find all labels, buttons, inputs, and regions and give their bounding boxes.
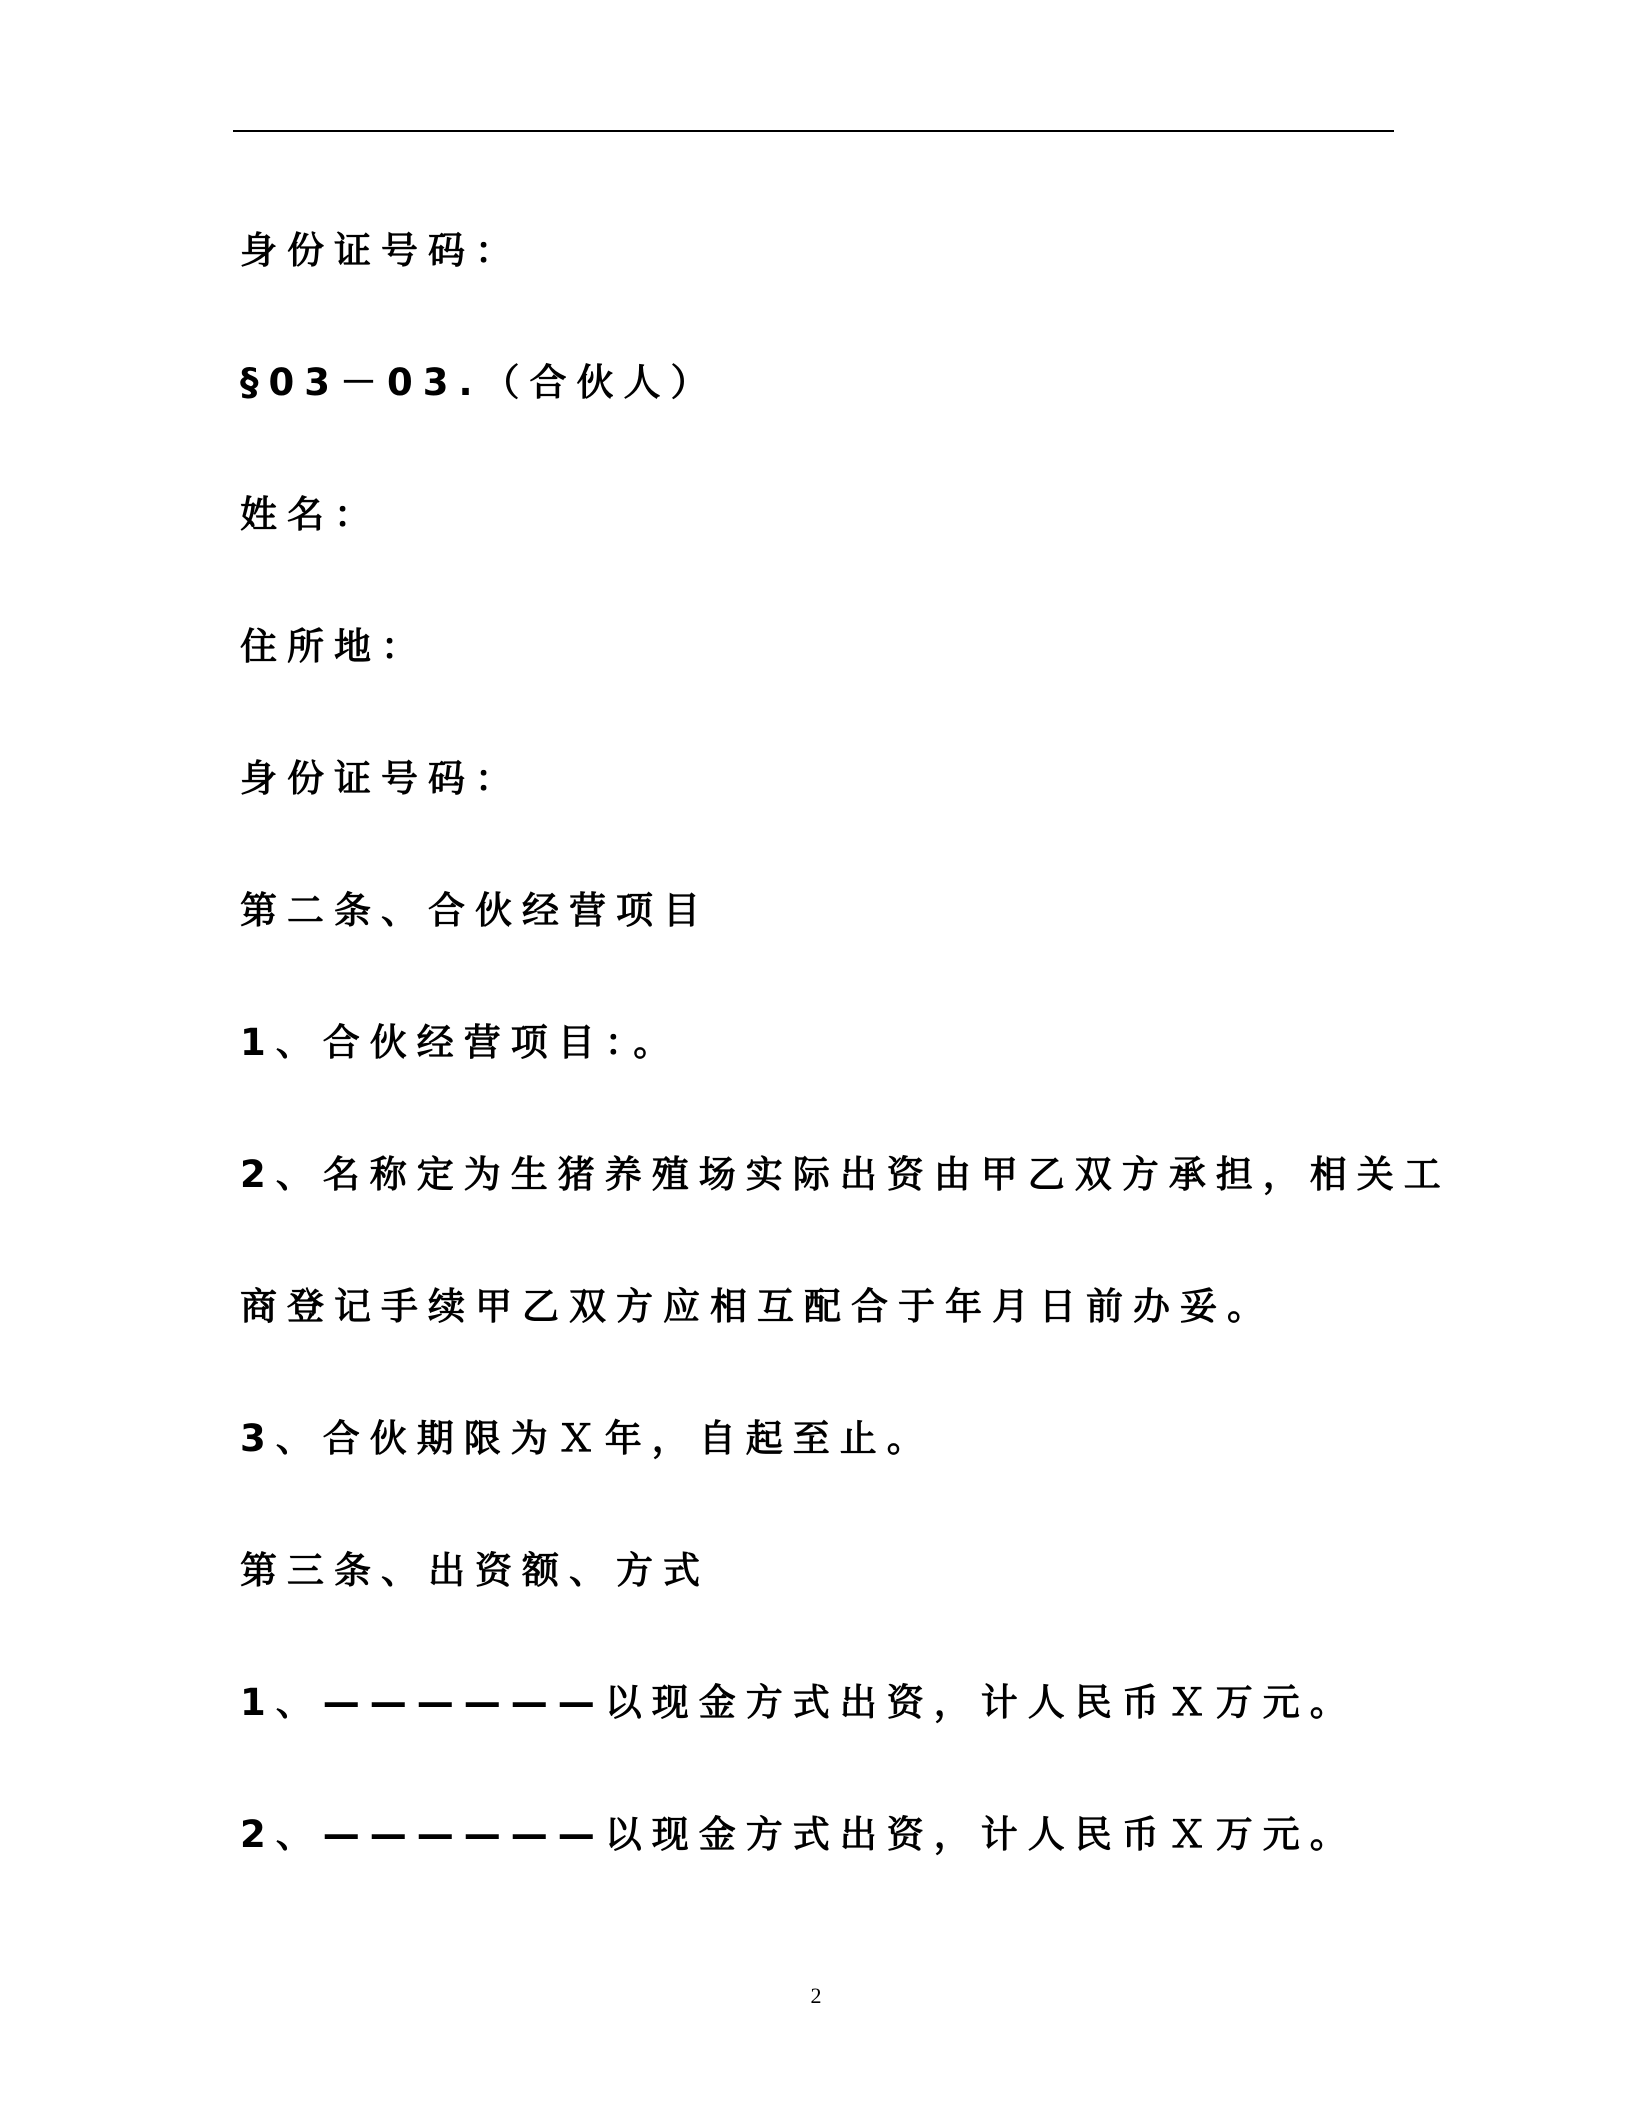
residence-label: 住所地： xyxy=(240,625,428,668)
article-3-heading: 第三条、出资额、方式 xyxy=(240,1549,710,1592)
article-2-heading: 第二条、合伙经营项目 xyxy=(240,889,710,932)
article-2-item-2-line-1: 2、名称定为生猪养殖场实际出资由甲乙双方承担，相关工 xyxy=(240,1153,1451,1196)
article-3-item-1: 1、——————以现金方式出资，计人民币Ｘ万元。 xyxy=(240,1681,1357,1724)
article-2-item-3: 3、合伙期限为Ｘ年，自起至止。 xyxy=(240,1417,934,1460)
section-heading-partner: §03－03.（合伙人） xyxy=(240,361,718,404)
id-number-label-2: 身份证号码： xyxy=(240,757,522,800)
id-number-label-1: 身份证号码： xyxy=(240,229,522,272)
page-number: 2 xyxy=(810,1983,822,2008)
article-3-item-2: 2、——————以现金方式出资，计人民币Ｘ万元。 xyxy=(240,1813,1357,1856)
name-label: 姓名： xyxy=(240,493,381,536)
article-2-item-2-line-2: 商登记手续甲乙双方应相互配合于年月日前办妥。 xyxy=(240,1285,1274,1328)
article-2-item-1: 1、合伙经营项目：。 xyxy=(240,1021,681,1064)
header-rule xyxy=(233,130,1394,132)
